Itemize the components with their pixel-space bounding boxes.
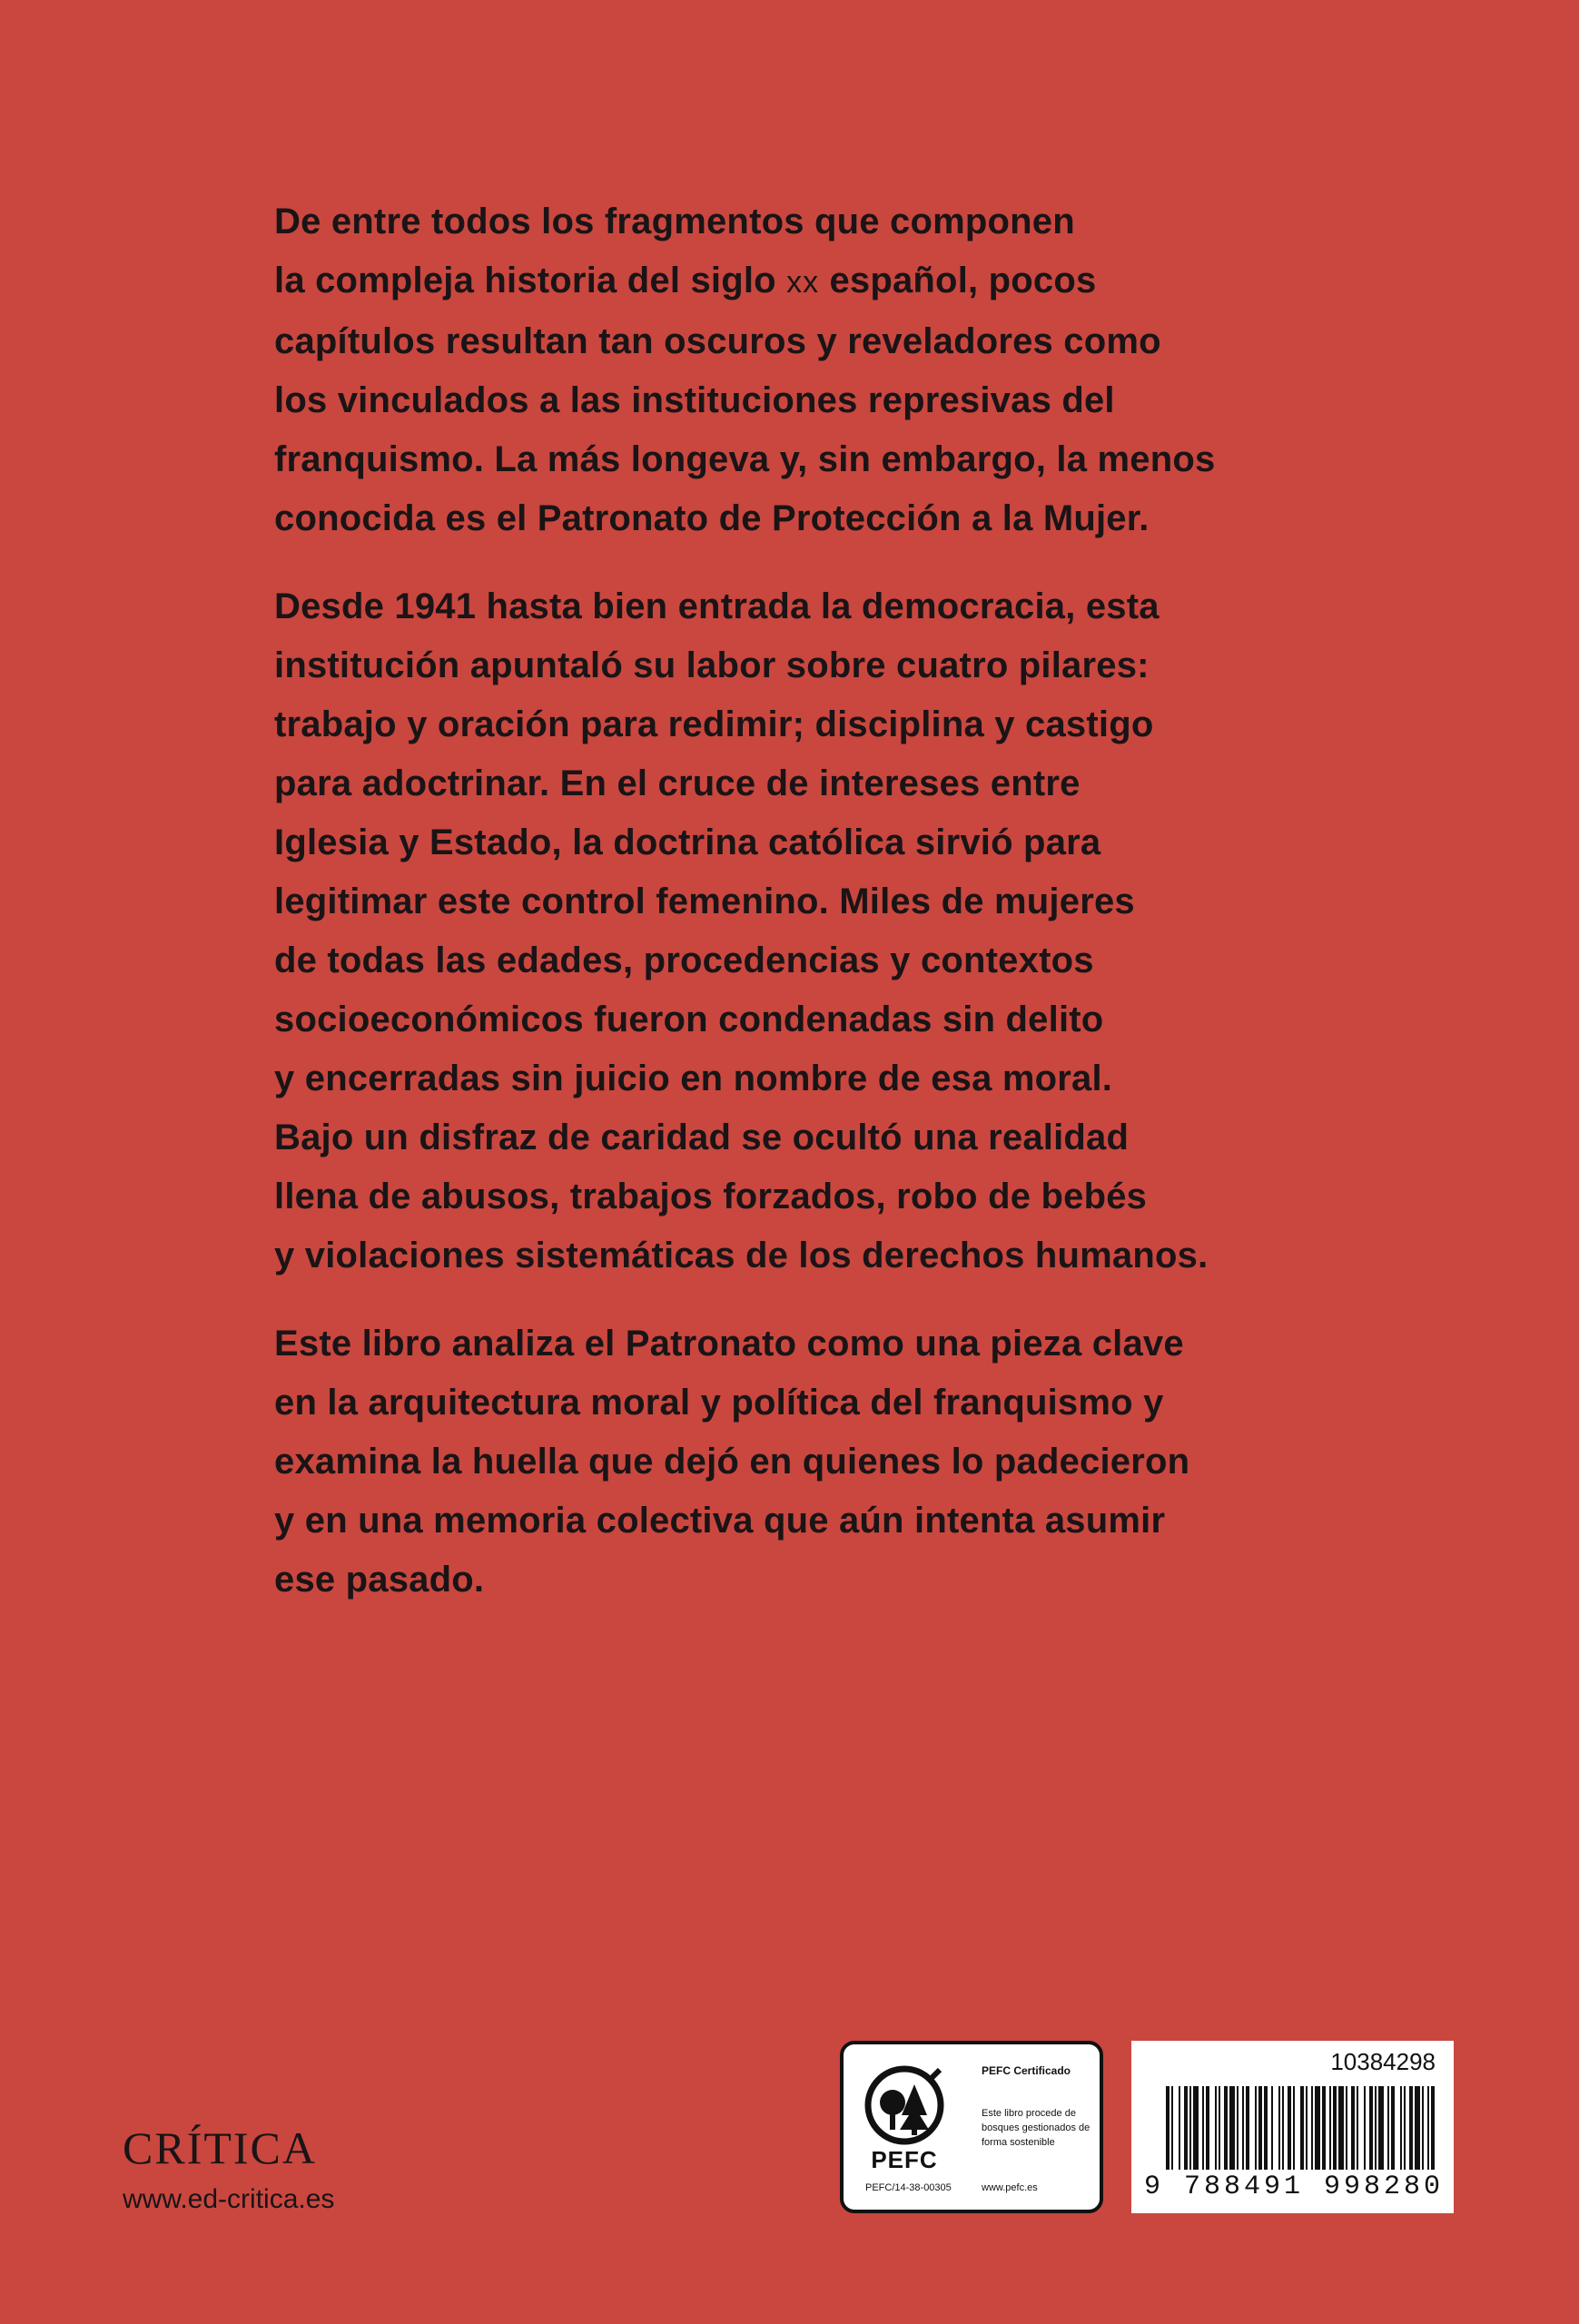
- isbn-barcode: [1131, 2041, 1454, 2213]
- blurb-line: [274, 251, 1364, 312]
- blurb-line: y violaciones sistemáticas de los derechos humanos.: [274, 1236, 1209, 1275]
- barcode-bar: [1219, 2086, 1220, 2170]
- barcode-bar: [1189, 2086, 1191, 2170]
- blurb-paragraph-1: [274, 192, 1364, 548]
- barcode-bar: [1246, 2086, 1249, 2170]
- barcode-bar: [1378, 2086, 1384, 2170]
- pefc-website: www.pefc.es: [982, 2182, 1038, 2193]
- blurb-line: Iglesia y Estado, la doctrina católica sirvió para: [274, 822, 1101, 862]
- publisher-block: [123, 2122, 334, 2215]
- barcode-bar: [1422, 2086, 1424, 2170]
- barcode-bar: [1375, 2086, 1377, 2170]
- blurb-line: trabajo y oración para redimir; disciplina y castigo: [274, 704, 1154, 744]
- barcode-bar: [1400, 2086, 1402, 2170]
- blurb-paragraph-3: [274, 1315, 1364, 1610]
- blurb-line: de todas las edades, procedencias y contextos: [274, 940, 1094, 980]
- publisher-logo: CRÍTICA: [123, 2122, 317, 2173]
- internal-code: 10384298: [1330, 2048, 1436, 2075]
- barcode-bar: [1179, 2086, 1180, 2170]
- blurb-line-part: español, pocos: [819, 261, 1097, 300]
- barcode-bar: [1271, 2086, 1273, 2170]
- pefc-title: PEFC Certificado: [982, 2064, 1071, 2077]
- barcode-bar: [1364, 2086, 1366, 2170]
- blurb-line: franquismo. La más longeva y, sin embargo, la menos: [274, 439, 1216, 479]
- barcode-bar: [1278, 2086, 1280, 2170]
- barcode-bar: [1391, 2086, 1395, 2170]
- publisher-url: www.ed-critica.es: [123, 2184, 335, 2214]
- blurb-line: los vinculados a las instituciones represivas del: [274, 380, 1115, 420]
- isbn-digits: 9 788491 998280: [1144, 2171, 1445, 2202]
- barcode-bar: [1409, 2086, 1413, 2170]
- barcode-bar: [1338, 2086, 1344, 2170]
- blurb-line: para adoctrinar. En el cruce de intereses entre: [274, 763, 1081, 803]
- blurb-line: Este libro analiza el Patronato como una pieza clave: [274, 1324, 1184, 1364]
- barcode-bar: [1224, 2086, 1228, 2170]
- barcode-bar: [1369, 2086, 1373, 2170]
- barcode-bar: [1255, 2086, 1257, 2170]
- barcode-bar: [1206, 2086, 1209, 2170]
- barcode-bar: [1306, 2086, 1308, 2170]
- barcode-bar: [1322, 2086, 1326, 2170]
- blurb-line: conocida es el Patronato de Protección a la Mujer.: [274, 498, 1150, 538]
- barcode-bar: [1351, 2086, 1355, 2170]
- barcode-bar: [1357, 2086, 1358, 2170]
- barcode-bar: [1184, 2086, 1188, 2170]
- barcode-bar: [1202, 2086, 1204, 2170]
- blurb-line: Desde 1941 hasta bien entrada la democracia, esta: [274, 586, 1160, 626]
- blurb-line: Bajo un disfraz de caridad se ocultó una realidad: [274, 1118, 1130, 1157]
- blurb-line: examina la huella que dejó en quienes lo padecieron: [274, 1442, 1190, 1482]
- back-cover-blurb: [274, 192, 1364, 1639]
- barcode-bar: [1229, 2086, 1235, 2170]
- barcode-bar: [1315, 2086, 1320, 2170]
- blurb-line-part: la compleja historia del siglo: [274, 261, 787, 300]
- pefc-logo-text: PEFC: [871, 2146, 938, 2173]
- pefc-code: PEFC/14-38-00305: [865, 2182, 952, 2193]
- barcode-bar: [1300, 2086, 1304, 2170]
- barcode-bar: [1282, 2086, 1284, 2170]
- barcode-bar: [1264, 2086, 1268, 2170]
- barcode-bar: [1242, 2086, 1244, 2170]
- pefc-certification-label: [840, 2041, 1103, 2213]
- barcode-bar: [1329, 2086, 1331, 2170]
- blurb-line: ese pasado.: [274, 1560, 485, 1600]
- blurb-line: socioeconómicos fueron condenadas sin delito: [274, 1000, 1104, 1039]
- barcode-bar: [1404, 2086, 1406, 2170]
- barcode-bar: [1258, 2086, 1262, 2170]
- blurb-line: y en una memoria colectiva que aún intenta asumir: [274, 1501, 1166, 1541]
- century-smallcaps: xx: [786, 265, 820, 300]
- barcode-bar: [1333, 2086, 1337, 2170]
- barcode-bar: [1293, 2086, 1295, 2170]
- blurb-line: capítulos resultan tan oscuros y reveladores como: [274, 321, 1161, 361]
- barcode-bar: [1171, 2086, 1173, 2170]
- blurb-paragraph-2: [274, 577, 1364, 1285]
- blurb-line: en la arquitectura moral y política del franquismo y: [274, 1383, 1164, 1423]
- blurb-line: llena de abusos, trabajos forzados, robo de bebés: [274, 1177, 1148, 1216]
- barcode-bar: [1387, 2086, 1389, 2170]
- barcode-bar: [1166, 2086, 1169, 2170]
- barcode-bar: [1415, 2086, 1420, 2170]
- barcode-bar: [1346, 2086, 1347, 2170]
- barcode-bar: [1215, 2086, 1217, 2170]
- barcode-bars: [1166, 2086, 1438, 2175]
- pefc-tree-icon: [864, 2064, 945, 2146]
- blurb-line: legitimar este control femenino. Miles de mujeres: [274, 881, 1135, 921]
- blurb-line: y encerradas sin juicio en nombre de esa moral.: [274, 1059, 1113, 1098]
- barcode-bar: [1427, 2086, 1429, 2170]
- barcode-bar: [1431, 2086, 1435, 2170]
- pefc-description: Este libro procede de bosques gestionados de forma sostenible: [982, 2108, 1090, 2148]
- blurb-line: institución apuntaló su labor sobre cuatro pilares:: [274, 645, 1150, 685]
- barcode-bar: [1288, 2086, 1291, 2170]
- blurb-line: De entre todos los fragmentos que componen: [274, 202, 1075, 241]
- barcode-bar: [1237, 2086, 1239, 2170]
- barcode-bar: [1193, 2086, 1199, 2170]
- barcode-bar: [1311, 2086, 1313, 2170]
